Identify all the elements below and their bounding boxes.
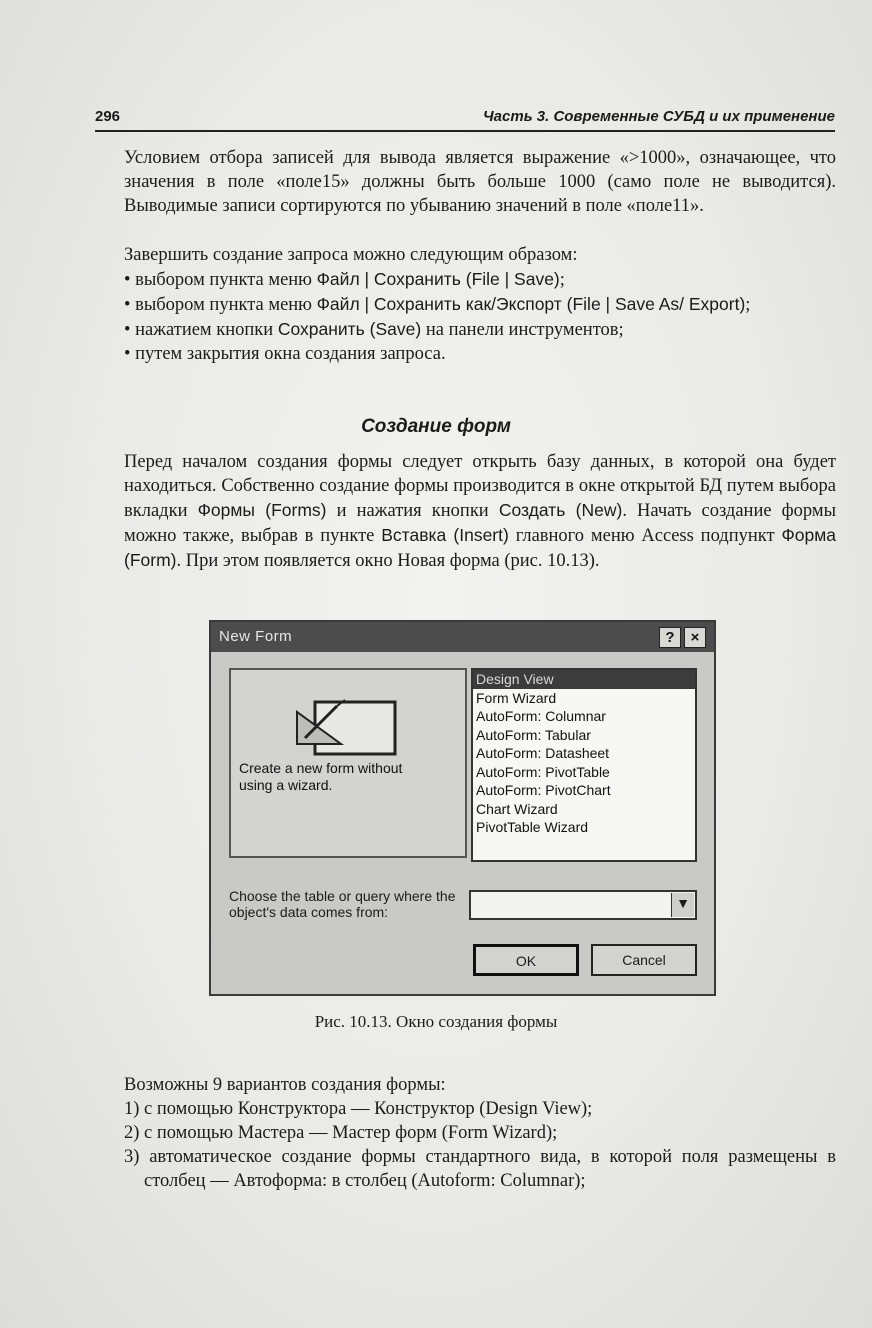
- list-item-autoform-columnar[interactable]: AutoForm: Columnar: [476, 708, 606, 724]
- list-item: 3) автоматическое создание формы стандартного вида, в которой поля размещены в столбец — Автоформа: в столбец (Autoform: Columnar);: [124, 1147, 836, 1191]
- bullet-list: [124, 267, 836, 366]
- dialog-title: New Form: [219, 628, 293, 645]
- list-item-chart-wizard[interactable]: Chart Wizard: [476, 800, 558, 817]
- dialog-titlebar: [211, 622, 714, 652]
- close-button[interactable]: ×: [684, 627, 706, 648]
- list-item-autoform-pivottable[interactable]: AutoForm: PivotTable: [476, 763, 610, 780]
- chevron-down-icon[interactable]: ▼: [671, 893, 694, 917]
- form-preview-panel: [229, 668, 467, 858]
- list-item-pivottable-wizard[interactable]: PivotTable Wizard: [476, 819, 589, 835]
- paragraph-form-creation: Перед началом создания формы следует открыть базу данных, в которой она будет находиться. Собственно создание формы производится в окне открытой БД путем выбора вкладки Формы (Forms) и нажатия кнопки Создать (New). Начать создание формы можно также, выбрав в пункте Вставка (Insert) главного меню Access подпункт Форма (Form). При этом появляется окно Новая форма (рис. 10.13).: [124, 452, 837, 571]
- preview-description: Create a new form without using a wizard.: [239, 760, 403, 793]
- bullet-item: • выбором пункта меню Файл | Сохранить как/Экспорт (File | Save As/ Export);: [124, 294, 751, 315]
- numbered-list: [124, 1097, 836, 1193]
- cancel-button[interactable]: Cancel: [591, 944, 697, 976]
- running-title: Часть 3. Современные СУБД и их применение: [483, 108, 835, 125]
- page-number: 296: [95, 108, 121, 125]
- form-type-list[interactable]: [471, 668, 697, 862]
- figure-caption: Рис. 10.13. Окно создания формы: [314, 1012, 558, 1031]
- bullet-item: • нажатием кнопки Сохранить (Save) на панели инструментов;: [124, 319, 624, 340]
- paragraph-finish-query: Завершить создание запроса можно следующим образом:: [124, 245, 578, 265]
- paragraph-selection-condition: Условием отбора записей для вывода является выражение «>1000», означающее, что значения в поле «поле15» должны быть больше 1000 (само поле не выводится). Выводимые записи сортируются по убыванию значений в поле «поле11».: [124, 148, 836, 216]
- list-item: 1) с помощью Конструктора — Конструктор (Design View);: [124, 1099, 593, 1119]
- list-item-autoform-pivotchart[interactable]: AutoForm: PivotChart: [476, 782, 611, 798]
- data-source-combo[interactable]: [469, 890, 697, 920]
- list-item-autoform-tabular[interactable]: AutoForm: Tabular: [476, 726, 591, 743]
- paragraph-variants: Возможны 9 вариантов создания формы:: [124, 1075, 446, 1095]
- ok-button[interactable]: OK: [473, 944, 579, 976]
- section-heading: Создание форм: [361, 416, 511, 437]
- running-header: [95, 104, 835, 132]
- list-item-form-wizard[interactable]: Form Wizard: [476, 689, 557, 706]
- new-form-dialog: [209, 620, 716, 996]
- bullet-item: • путем закрытия окна создания запроса.: [124, 344, 446, 364]
- list-item-autoform-datasheet[interactable]: AutoForm: Datasheet: [476, 745, 610, 761]
- help-button[interactable]: ?: [659, 627, 681, 648]
- bullet-item: • выбором пункта меню Файл | Сохранить (File | Save);: [124, 269, 565, 290]
- data-source-label: Choose the table or query where the object's data comes from:: [229, 888, 456, 920]
- list-item: 2) с помощью Мастера — Мастер форм (Form Wizard);: [124, 1123, 558, 1143]
- list-item-design-view[interactable]: Design View: [473, 670, 695, 689]
